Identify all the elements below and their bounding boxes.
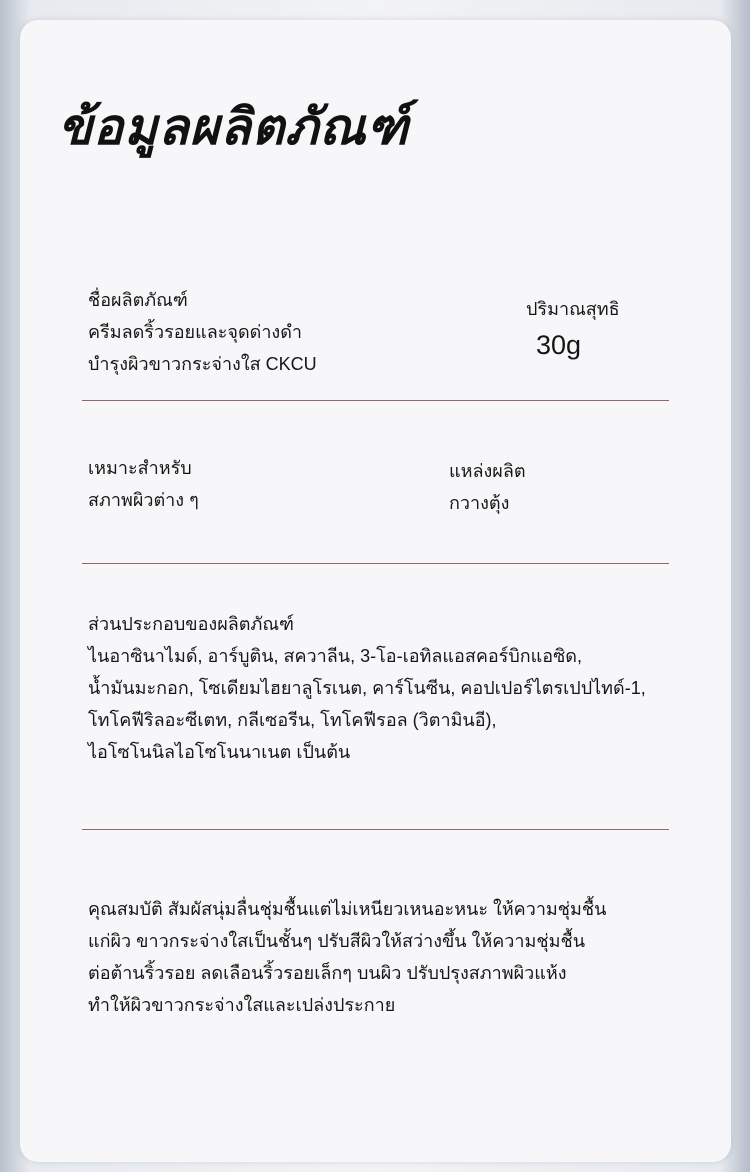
properties-line-4: ทำให้ผิวขาวกระจ่างใสและเปล่งประกาย xyxy=(88,995,396,1015)
properties-line-1: คุณสมบัติ สัมผัสนุ่มลื่นชุ่มชื้นแต่ไม่เหนียวเหนอะหนะ ให้ความชุ่มชื้น xyxy=(88,899,607,919)
product-name-label: ชื่อผลิตภัณฑ์ xyxy=(88,290,188,310)
net-weight-label: ปริมาณสุทธิ xyxy=(526,299,620,319)
divider xyxy=(82,400,669,401)
origin-section xyxy=(449,455,526,519)
ingredients-line-4: ไอโซโนนิลไอโซโนนาเนต เป็นต้น xyxy=(88,742,351,762)
net-weight-value: 30g xyxy=(536,330,582,360)
ingredients-line-1: ไนอาซินาไมด์, อาร์บูติน, สควาลีน, 3-โอ-เอทิลแอสคอร์บิกแอซิด, xyxy=(88,646,582,666)
ingredients-line-2: น้ำมันมะกอก, โซเดียมไฮยาลูโรเนต, คาร์โนซีน, คอปเปอร์ไตรเปปไทด์-1, xyxy=(88,678,646,698)
ingredients-label: ส่วนประกอบของผลิตภัณฑ์ xyxy=(88,614,294,634)
properties-line-2: แก่ผิว ขาวกระจ่างใสเป็นชั้นๆ ปรับสีผิวให้สว่างขึ้น ให้ความชุ่มชื้น xyxy=(88,931,585,951)
origin-label: แหล่งผลิต xyxy=(449,461,526,481)
page-title: ข้อมูลผลิตภัณฑ์ xyxy=(58,99,410,155)
product-name-section xyxy=(88,284,317,380)
ingredients-section xyxy=(88,608,646,768)
product-name-line-2: บำรุงผิวขาวกระจ่างใส CKCU xyxy=(88,354,317,374)
divider xyxy=(82,829,669,830)
net-weight-section xyxy=(526,293,620,365)
suitable-for-section xyxy=(88,452,199,516)
properties-section xyxy=(88,893,606,1021)
suitable-for-label: เหมาะสำหรับ xyxy=(88,458,192,478)
origin-value: กวางตุ้ง xyxy=(449,493,510,513)
divider xyxy=(82,563,669,564)
properties-line-3: ต่อต้านริ้วรอย ลดเลือนริ้วรอยเล็กๆ บนผิว ปรับปรุงสภาพผิวแห้ง xyxy=(88,963,567,983)
ingredients-line-3: โทโคฟีริลอะซีเตท, กลีเซอรีน, โทโคฟีรอล (วิตามินอี), xyxy=(88,710,497,730)
product-name-line-1: ครีมลดริ้วรอยและจุดด่างดำ xyxy=(88,322,303,342)
suitable-for-value: สภาพผิวต่าง ๆ xyxy=(88,490,199,510)
